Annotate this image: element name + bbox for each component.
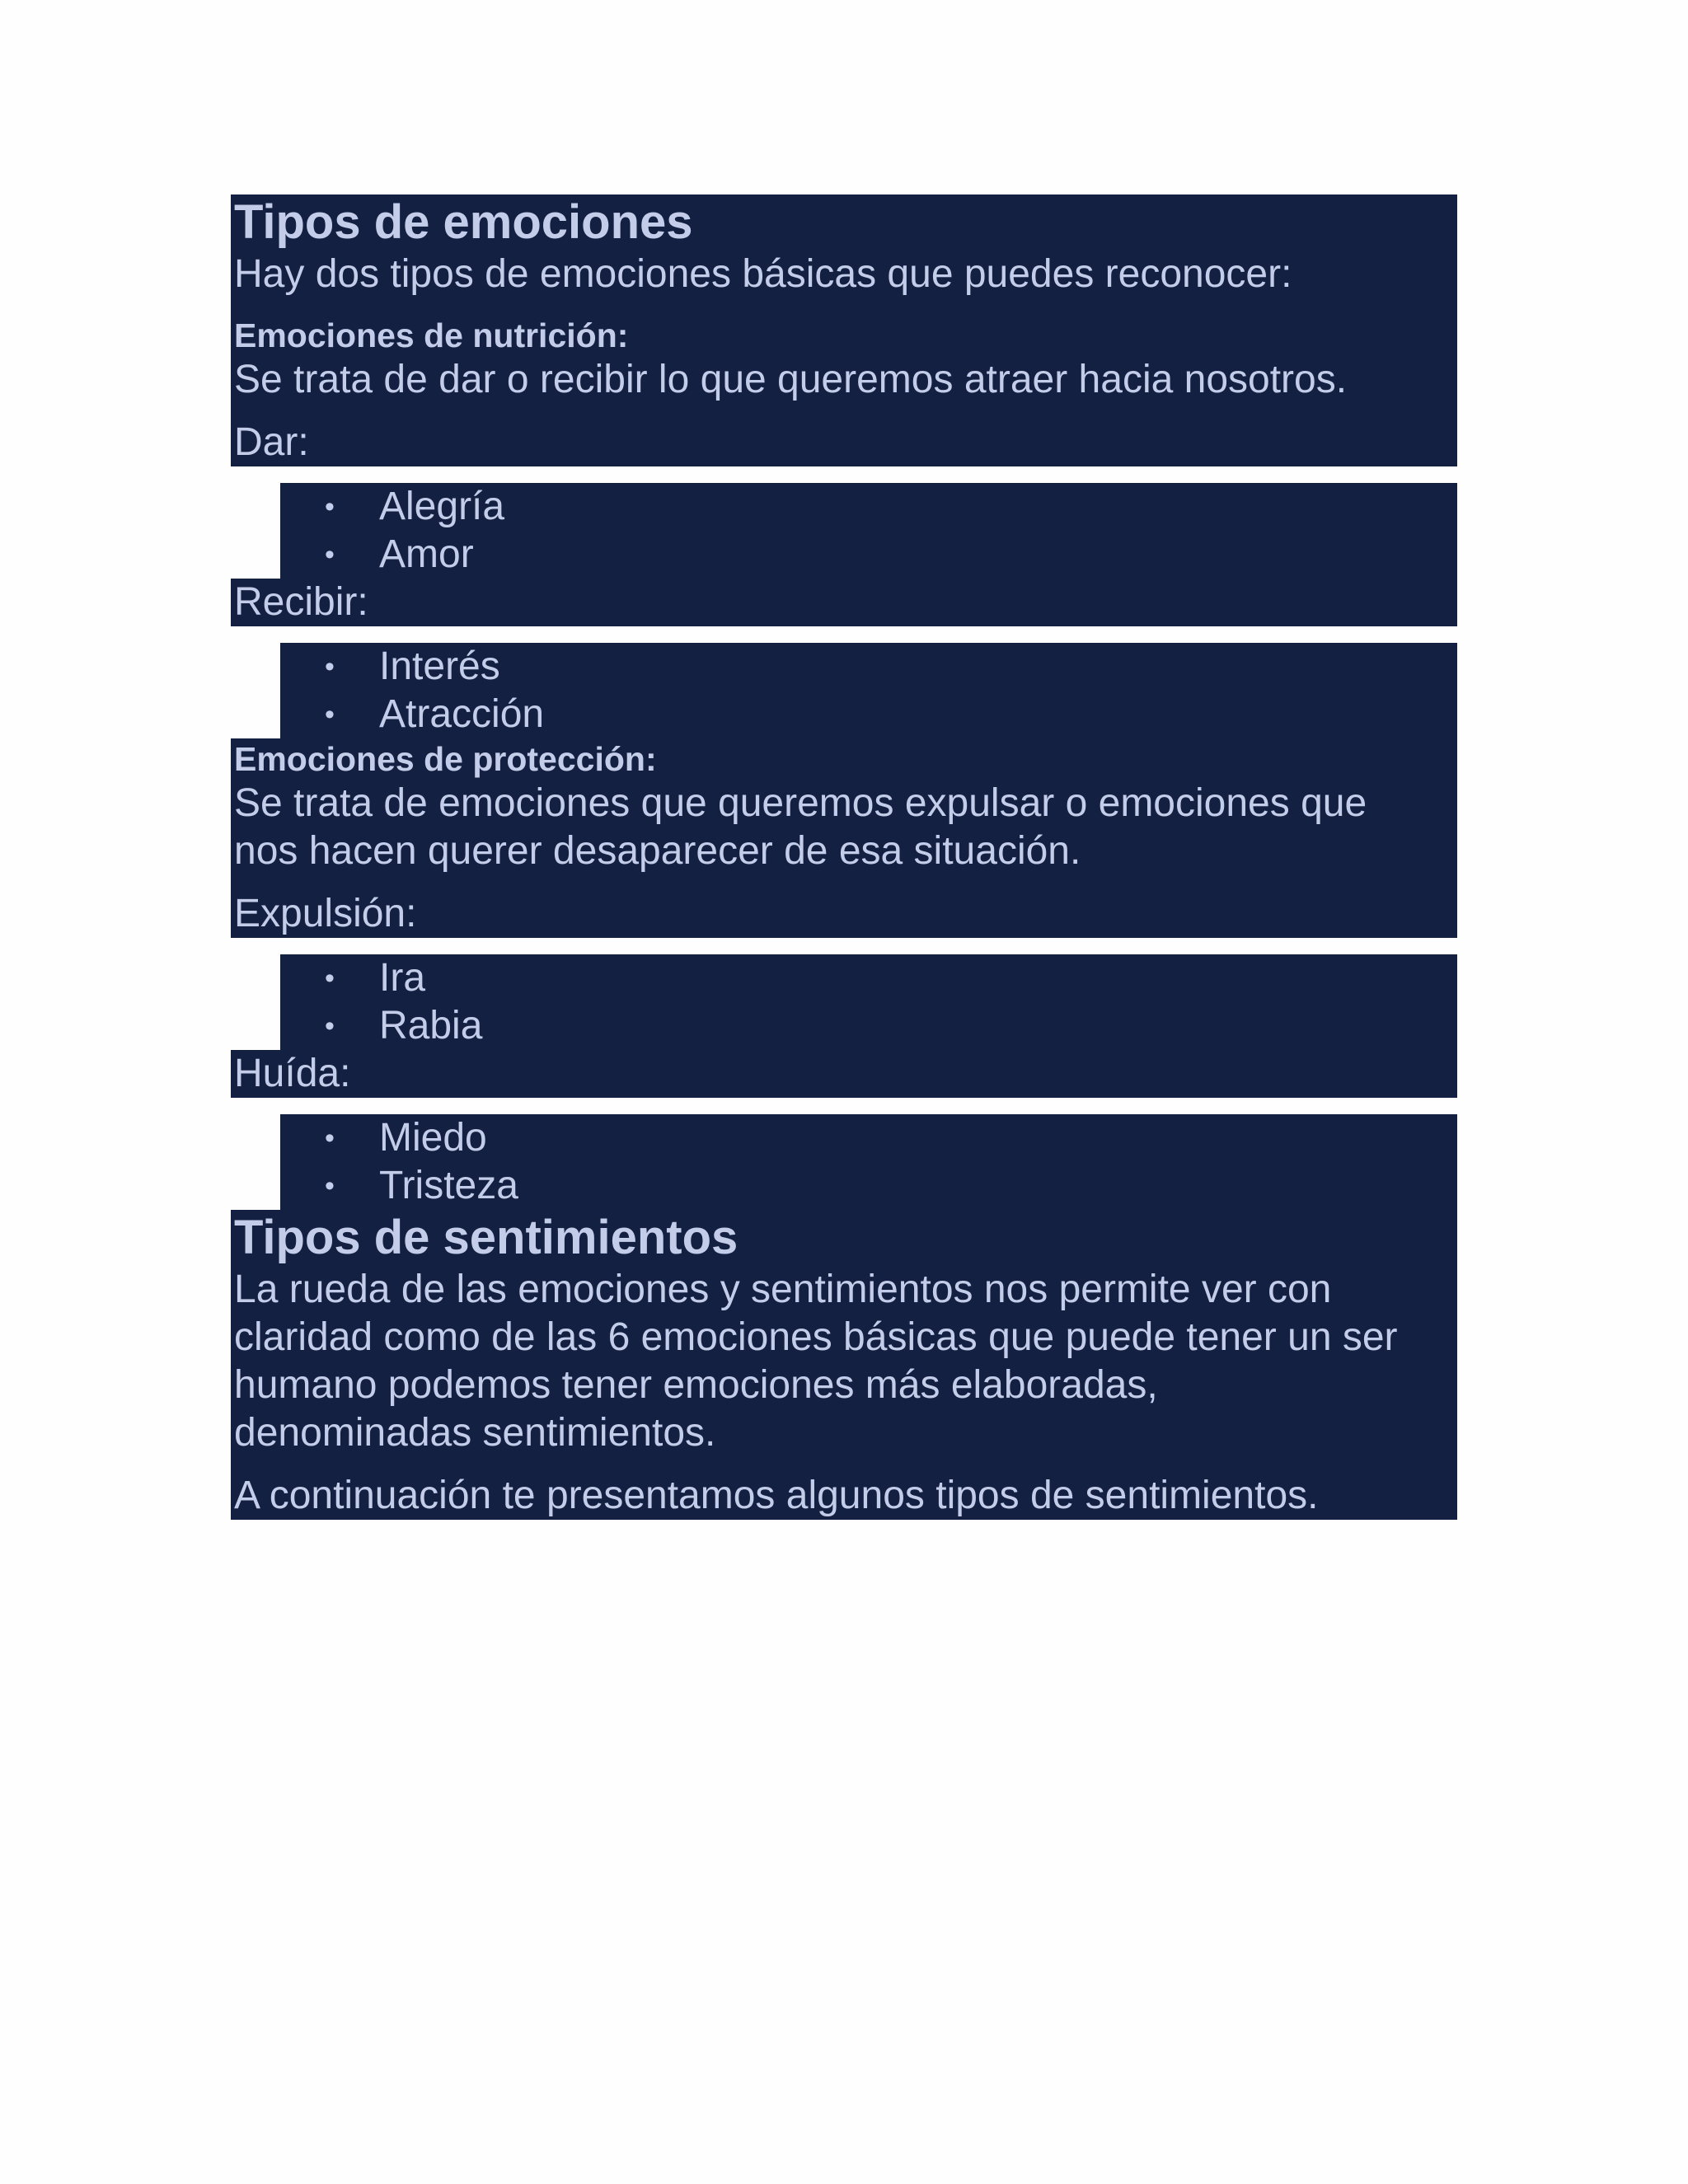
expulsion-list (280, 954, 1457, 1050)
receive-label-band (231, 579, 1457, 626)
bullet-icon: • (325, 963, 335, 994)
list-item: • Rabia (379, 1002, 1457, 1050)
list-item: • Amor (379, 531, 1457, 579)
flight-label-band (231, 1050, 1457, 1098)
bullet-icon: • (325, 1170, 335, 1202)
nutrition-text: Se trata de dar o recibir lo que queremos atraer hacia nosotros. (234, 358, 1348, 401)
band-expulsion-list (231, 954, 1457, 1098)
list-item: • Atracción (379, 691, 1457, 738)
flight-list (280, 1114, 1457, 1210)
nutrition-label: Emociones de nutrición: (234, 316, 629, 354)
section-title-emociones: Tipos de emociones (234, 195, 693, 249)
give-label: Dar: (234, 420, 309, 464)
protection-text-line-2: nos hacen querer desaparecer de esa situación. (234, 829, 1081, 873)
sentimientos-text-line-1: La rueda de las emociones y sentimientos nos permite ver con (234, 1268, 1332, 1311)
flight-list-band (280, 1114, 1457, 1210)
flight-label: Huída: (234, 1052, 351, 1095)
list-item: • Miedo (379, 1114, 1457, 1162)
bullet-icon: • (325, 1010, 335, 1042)
bullet-icon: • (325, 539, 335, 570)
receive-list-band (280, 643, 1457, 738)
sentimientos-text-line-3: humano podemos tener emociones más elaboradas, (234, 1363, 1158, 1407)
list-item: • Ira (379, 954, 1457, 1002)
bullet-icon: • (325, 651, 335, 682)
list-item: • Alegría (379, 483, 1457, 531)
band-intro (231, 194, 1457, 466)
protection-text-line-1: Se trata de emociones que queremos expulsar o emociones que (234, 781, 1367, 825)
intro-text: Hay dos tipos de emociones básicas que puedes reconocer: (234, 252, 1292, 296)
band-give-list (231, 483, 1457, 626)
give-list (280, 483, 1457, 579)
protection-band (231, 738, 1457, 938)
section-title-sentimientos: Tipos de sentimientos (234, 1211, 738, 1264)
receive-list (280, 643, 1457, 738)
sentimientos-text-line-2: claridad como de las 6 emociones básicas que puede tener un ser (234, 1315, 1398, 1359)
sentimientos-text-line-4: denominadas sentimientos. (234, 1411, 716, 1455)
closing-text: A continuación te presentamos algunos tipos de sentimientos. (234, 1474, 1319, 1517)
bullet-icon: • (325, 1122, 335, 1154)
band-flight-list (231, 1114, 1457, 1520)
protection-label: Emociones de protección: (234, 740, 657, 778)
document-body (231, 194, 1457, 1520)
bullet-icon: • (325, 491, 335, 523)
sentimientos-band (231, 1210, 1457, 1520)
give-list-band (280, 483, 1457, 579)
band-receive-list (231, 643, 1457, 938)
receive-label: Recibir: (234, 580, 368, 624)
bullet-icon: • (325, 699, 335, 730)
list-item: • Interés (379, 643, 1457, 691)
list-item: • Tristeza (379, 1162, 1457, 1210)
expulsion-label: Expulsión: (234, 892, 417, 935)
expulsion-list-band (280, 954, 1457, 1050)
